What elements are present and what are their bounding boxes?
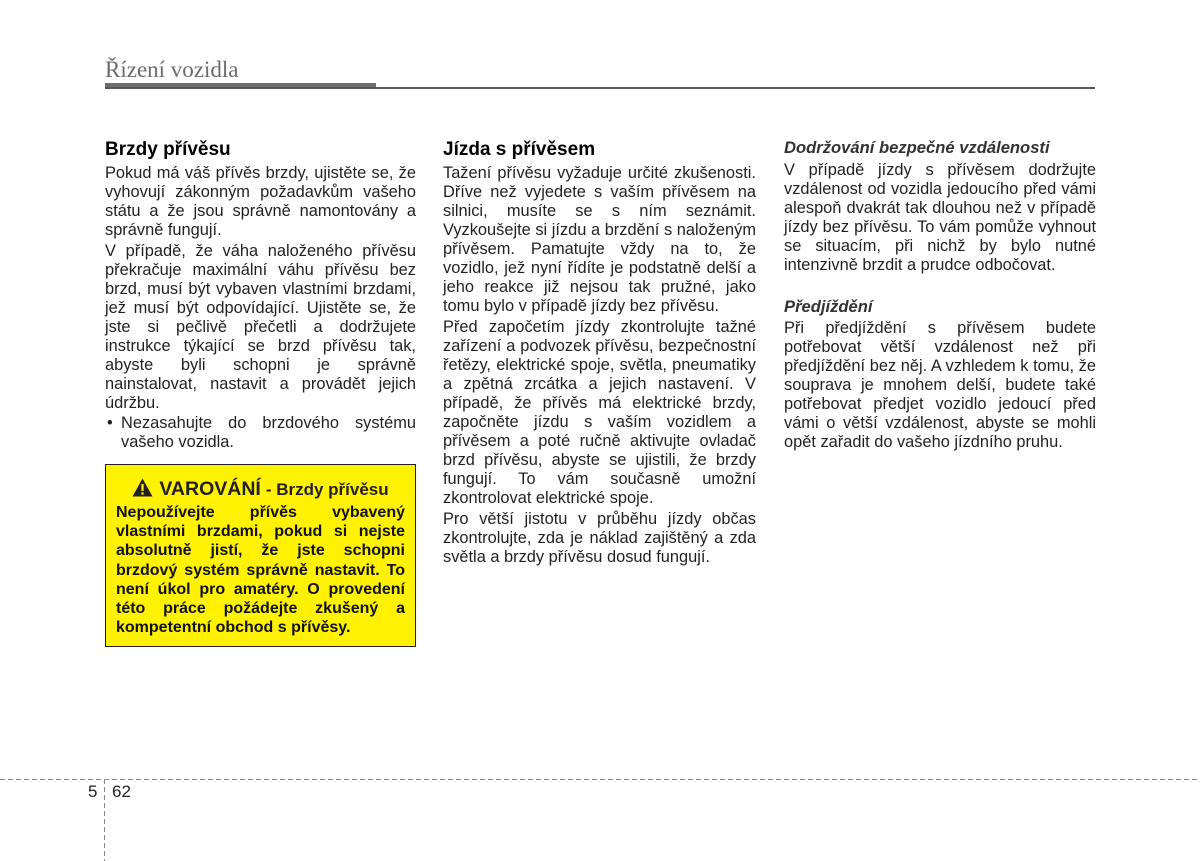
paragraph: Při předjíždění s přívěsem budete potřebovat větší vzdálenost než při předjíždění bez něj. A vzhledem k tomu, že souprava je mnohem delší, budete také potřebovat předjet vozidlo jedoucí před vámi o větší vzdálenost, abyste se mohli opět zařadit do vašeho jízdního pruhu. bbox=[784, 319, 1096, 451]
warning-text: Nepoužívejte přívěs vybavený vlastními brzdami, pokud si nejste absolutně jistí, že jste schopni brzdový systém správně nastavit. To není úkol pro amatéry. O provedení této práce požádejte zkušený a kompetentní obchod s přívěsy. bbox=[116, 504, 405, 637]
heading-towing: Jízda s přívěsem bbox=[443, 139, 596, 160]
warning-box bbox=[105, 464, 416, 647]
chapter-number: 5 bbox=[88, 782, 98, 801]
heading-trailer-brakes: Brzdy přívěsu bbox=[105, 139, 231, 160]
bullet-marker: • bbox=[107, 414, 113, 432]
page-number: 62 bbox=[112, 782, 131, 801]
footer-divider-vertical bbox=[104, 779, 105, 861]
header-rule-thin bbox=[105, 87, 1095, 89]
warning-subtitle: - Brzdy přívěsu bbox=[265, 480, 389, 499]
column-trailer-brakes bbox=[105, 140, 416, 647]
paragraph: Pro větší jistotu v průběhu jízdy občas zkontrolujte, zda je náklad zajištěný a zda světla a brzdy přívěsu dosud fungují. bbox=[443, 510, 756, 566]
footer-divider-horizontal bbox=[0, 779, 1200, 780]
paragraph: Pokud má váš přívěs brzdy, ujistěte se, že vyhovují zákonným požadavkům vašeho státu a že jsou správně namontovány a správně fungují. bbox=[105, 164, 416, 239]
column-towing bbox=[443, 140, 756, 567]
paragraph: V případě, že váha naloženého přívěsu překračuje maximální váhu přívěsu bez brzd, musí být vybaven vlastními brzdami, jež musí být odpovídající. Ujistěte se, že jste si pečlivě přečetli a dodržujete instrukce týkající se brzd přívěsu tak, abyste byli schopni je správně nainstalovat, nastavit a provádět jejich údržbu. bbox=[105, 242, 416, 412]
warning-title bbox=[116, 477, 405, 503]
warning-triangle-icon bbox=[132, 478, 153, 497]
bullet-text: Nezasahujte do brzdového systému vašeho vozidla. bbox=[121, 414, 416, 451]
bullet-item bbox=[105, 414, 416, 452]
column-distance-overtaking bbox=[784, 138, 1096, 452]
paragraph: V případě jízdy s přívěsem dodržujte vzdálenost od vozidla jedoucího před vámi alespoň dvakrát tak dlouhou než v případě jízdy bez přívěsu. To vám pomůže vyhnout se situacím, při nichž by bylo nutné intenzivně brzdit a prudce odbočovat. bbox=[784, 160, 1096, 274]
paragraph: Tažení přívěsu vyžaduje určité zkušenosti. Dříve než vyjedete s vaším přívěsem na silnici, musíte se s ním seznámit. Vyzkoušejte si jízdu a brzdění s naloženým přívěsem. Pamatujte vždy na to, že vozidlo, jež nyní řídíte je podstatně delší a jeho reakce již nejsou tak pružné, jako tomu bylo v případě jízdy bez přívěsu. bbox=[443, 164, 756, 315]
heading-overtaking: Předjíždění bbox=[784, 296, 873, 316]
paragraph: Před započetím jízdy zkontrolujte tažné zařízení a podvozek přívěsu, bezpečnostní řetězy, elektrické spoje, světla, pneumatiky a zpětná zrcátka a jejich nastavení. V případě, že přívěs má elektrické brzdy, započněte jízdu s vaším vozidlem a přívěsem a poté ručně aktivujte ovladač brzd přívěsu, abyste se ujistili, že brzdy fungují. To vám současně umožní zkontrolovat elektrické spoje. bbox=[443, 318, 756, 507]
warning-label: VAROVÁNÍ bbox=[159, 478, 261, 500]
section-title: Řízení vozidla bbox=[105, 57, 239, 82]
heading-safe-distance: Dodržování bezpečné vzdálenosti bbox=[784, 138, 1050, 157]
